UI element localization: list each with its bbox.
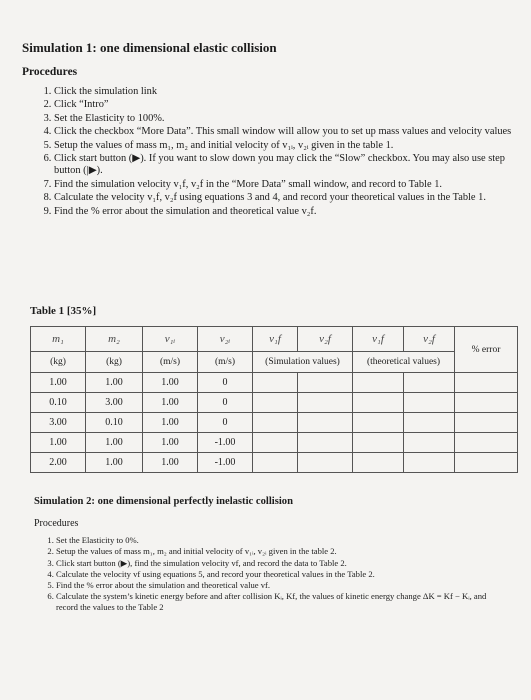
table1-caption: Table 1 [35%] [30, 305, 97, 317]
list-item: 6. Click start button (▶). If you want to slow down you may click the “Slow” checkbox. You may also use step button (|▶). [54, 153, 524, 178]
table-cell: 0 [198, 393, 253, 413]
table-cell-empty[interactable] [253, 413, 298, 433]
table-cell: 1.00 [143, 453, 198, 473]
table-cell-empty[interactable] [298, 393, 353, 413]
header-v1f-theo: v₁f [353, 327, 404, 352]
table-cell-empty[interactable] [253, 393, 298, 413]
table-cell-empty[interactable] [404, 373, 455, 393]
unit-m2: (kg) [86, 352, 143, 373]
table-cell-empty[interactable] [353, 433, 404, 453]
list-item: 9. Find the % error about the simulation and theoretical value v₂f. [54, 206, 524, 218]
table-cell: 1.00 [143, 393, 198, 413]
table-cell: 1.00 [143, 413, 198, 433]
table-cell: 1.00 [86, 373, 143, 393]
list-item: 2. Click “Intro” [54, 99, 524, 111]
list-item: 5. Setup the values of mass m₁, m₂ and initial velocity of v₁ᵢ, v₂ᵢ given in the table 1. [54, 140, 524, 152]
table-cell: -1.00 [198, 453, 253, 473]
list-item: 4. Click the checkbox “More Data”. This small window will allow you to set up mass values and velocity values [54, 126, 524, 138]
unit-m1: (kg) [31, 352, 86, 373]
table-cell-empty[interactable] [455, 393, 518, 413]
table-cell: 2.00 [31, 453, 86, 473]
table-cell-empty[interactable] [353, 393, 404, 413]
header-v1i: v₁ᵢ [143, 327, 198, 352]
table-cell: 1.00 [86, 433, 143, 453]
list-item: 8. Calculate the velocity v₁f, v₂f using equations 3 and 4, and record your theoretical values in the Table 1. [54, 192, 524, 204]
table-cell-empty[interactable] [455, 373, 518, 393]
table-cell-empty[interactable] [455, 453, 518, 473]
header-v2f-sim: v₂f [298, 327, 353, 352]
table-cell-empty[interactable] [353, 373, 404, 393]
list-item: 1. Set the Elasticity to 0%. [56, 535, 504, 546]
table-cell: 1.00 [86, 453, 143, 473]
header-m2: m₂ [86, 327, 143, 352]
table-cell-empty[interactable] [353, 453, 404, 473]
table-row [31, 413, 518, 433]
header-error: % error [455, 327, 518, 373]
table-cell-empty[interactable] [253, 433, 298, 453]
sim2-procedures-label: Procedures [34, 518, 79, 529]
table-cell: 3.00 [86, 393, 143, 413]
table-cell-empty[interactable] [298, 433, 353, 453]
sim1-title: Simulation 1: one dimensional elastic collision [22, 40, 277, 55]
sim2-steps-list [44, 535, 504, 614]
table-cell-empty[interactable] [353, 413, 404, 433]
table-cell-empty[interactable] [298, 413, 353, 433]
table-cell-empty[interactable] [404, 453, 455, 473]
list-item: 5. Find the % error about the simulation and theoretical value vf. [56, 580, 504, 591]
list-item: 4. Calculate the velocity vf using equations 5, and record your theoretical values in the Table 2. [56, 569, 504, 580]
table-row [31, 453, 518, 473]
list-item: 3. Set the Elasticity to 100%. [54, 113, 524, 125]
table-cell-empty[interactable] [253, 453, 298, 473]
unit-v1i: (m/s) [143, 352, 198, 373]
table1 [30, 326, 518, 473]
table-cell: 0.10 [86, 413, 143, 433]
unit-v2i: (m/s) [198, 352, 253, 373]
list-item: 6. Calculate the system’s kinetic energy before and after collision Kᵢ, Kf, the values of kinetic energy change ΔK = Kf − Kᵢ, and record the values to the Table 2 [56, 591, 504, 613]
sim-values-label: (Simulation values) [253, 352, 353, 373]
header-v2i: v₂ᵢ [198, 327, 253, 352]
table-row [31, 373, 518, 393]
table-cell-empty[interactable] [455, 413, 518, 433]
list-item: 1. Click the simulation link [54, 86, 524, 98]
table-row [31, 393, 518, 413]
sim1-steps-list [38, 86, 524, 219]
table-cell: 0 [198, 413, 253, 433]
table-cell-empty[interactable] [455, 433, 518, 453]
list-item: 3. Click start button (▶), find the simulation velocity vf, and record the data to Table 2. [56, 558, 504, 569]
header-m1: m₁ [31, 327, 86, 352]
table-header-units [31, 352, 518, 373]
table-cell-empty[interactable] [404, 433, 455, 453]
sim2-title: Simulation 2: one dimensional perfectly inelastic collision [34, 496, 293, 507]
table-cell: 1.00 [143, 433, 198, 453]
table-cell: 1.00 [31, 373, 86, 393]
list-item: 7. Find the simulation velocity v₁f, v₂f in the “More Data” small window, and record to Table 1. [54, 179, 524, 191]
table-cell: -1.00 [198, 433, 253, 453]
table-header-symbols [31, 327, 518, 352]
list-item: 2. Setup the values of mass m₁, m₂ and initial velocity of v₁ᵢ, v₂ᵢ given in the table 2. [56, 546, 504, 557]
header-v1f-sim: v₁f [253, 327, 298, 352]
table-cell: 0.10 [31, 393, 86, 413]
table-cell-empty[interactable] [298, 453, 353, 473]
table-cell-empty[interactable] [404, 413, 455, 433]
table-cell-empty[interactable] [298, 373, 353, 393]
theo-values-label: (theoretical values) [353, 352, 455, 373]
table-row [31, 433, 518, 453]
table-cell: 0 [198, 373, 253, 393]
table-cell-empty[interactable] [404, 393, 455, 413]
header-v2f-theo: v₂f [404, 327, 455, 352]
table-cell: 3.00 [31, 413, 86, 433]
table-cell-empty[interactable] [253, 373, 298, 393]
table-cell: 1.00 [143, 373, 198, 393]
table-cell: 1.00 [31, 433, 86, 453]
sim1-procedures-label: Procedures [22, 66, 78, 78]
